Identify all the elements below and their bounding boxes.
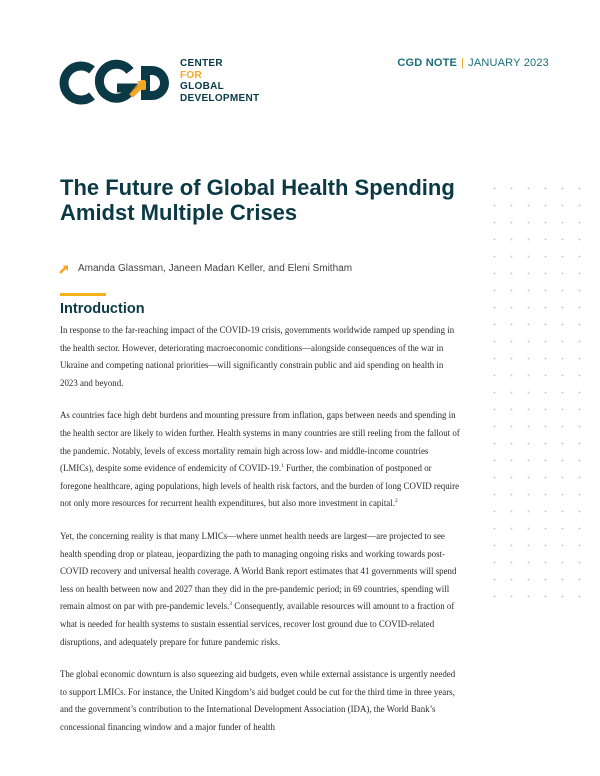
- logo-line: CENTER: [180, 58, 223, 69]
- text-run: As countries face high debt burdens and mounting pressure from inflation, gaps between needs and spending in the health sector are likely to widen further. Health systems in many countries are still reeling from the fallout of the pandemic. Notably, levels of excess mortality remain high across low- and middle-income countries (LMICs), despite some evidence of endemicity of COVID-19.: [60, 410, 460, 474]
- text-run: Yet, the concerning reality is that many LMICs—where unmet health needs are largest—are projected to see health spending drop or plateau, jeopardizing the path to managing ongoing risks and working towards post-COVID recovery and universal health coverage. A World Bank report estimates that 41 governments will spend less on health between now and 2027 than they did in the pre-pandemic period; in 69 countries, spending will remain almost on par with pre-pandemic levels.: [60, 530, 457, 612]
- heading-rule: [60, 293, 106, 296]
- dot-pattern: [486, 180, 586, 610]
- logo-line: DEVELOPMENT: [180, 92, 260, 104]
- logo-wordmark: [180, 58, 259, 104]
- text-run: The global economic downturn is also squeezing aid budgets, even while external assistance is urgently needed to support LMICs. For instance, the United Kingdom’s aid budget could be cut for the third time in three years, and the government’s contribution to the International Development Association (IDA), the World Bank’s concessional financing window and a major funder of health: [60, 669, 456, 732]
- authors: Amanda Glassman, Janeen Madan Keller, and Eleni Smitham: [78, 263, 353, 274]
- note-date: JANUARY 2023: [468, 57, 549, 69]
- text-run: Further, the combination of postponed or foregone healthcare, aging populations, high levels of health risk factors, and the burden of long COVID require not only more resources for recurrent health expenditures, but also more investment in capital.: [60, 463, 460, 509]
- paragraph: [60, 407, 460, 513]
- arrow-icon: [59, 264, 69, 274]
- body-text: [60, 322, 460, 751]
- section-heading: Introduction: [60, 301, 145, 317]
- text-run: Consequently, available resources will amount to a fraction of what is needed for health systems to sustain essential services, recover lost ground due to COVID-related disruptions, and adequately prepare for future pandemic risks.: [60, 601, 455, 647]
- paragraph: [60, 666, 460, 736]
- note-label: [397, 57, 549, 69]
- logo-line: GLOBAL: [180, 81, 225, 92]
- note-separator: |: [461, 57, 465, 69]
- footnote-ref[interactable]: 3: [229, 601, 233, 608]
- logo-line: FOR: [180, 69, 203, 81]
- cgd-logo-mark: [59, 58, 174, 108]
- footnote-ref[interactable]: 1: [281, 463, 284, 470]
- authors-line: [59, 263, 352, 274]
- note-type: CGD NOTE: [397, 57, 458, 69]
- paragraph: [60, 322, 460, 392]
- paragraph: [60, 528, 460, 651]
- page-title: The Future of Global Health Spending Amidst Multiple Crises: [60, 175, 455, 225]
- cgd-logo: [59, 58, 259, 108]
- text-run: In response to the far-reaching impact of the COVID-19 crisis, governments worldwide ramped up spending in the health sector. However, deteriorating macroeconomic conditions—alongside consequences of the war in Ukraine and competing national priorities—will significantly constrain public and aid spending on health in 2023 and beyond.: [60, 325, 455, 388]
- footnote-ref[interactable]: 2: [394, 498, 398, 505]
